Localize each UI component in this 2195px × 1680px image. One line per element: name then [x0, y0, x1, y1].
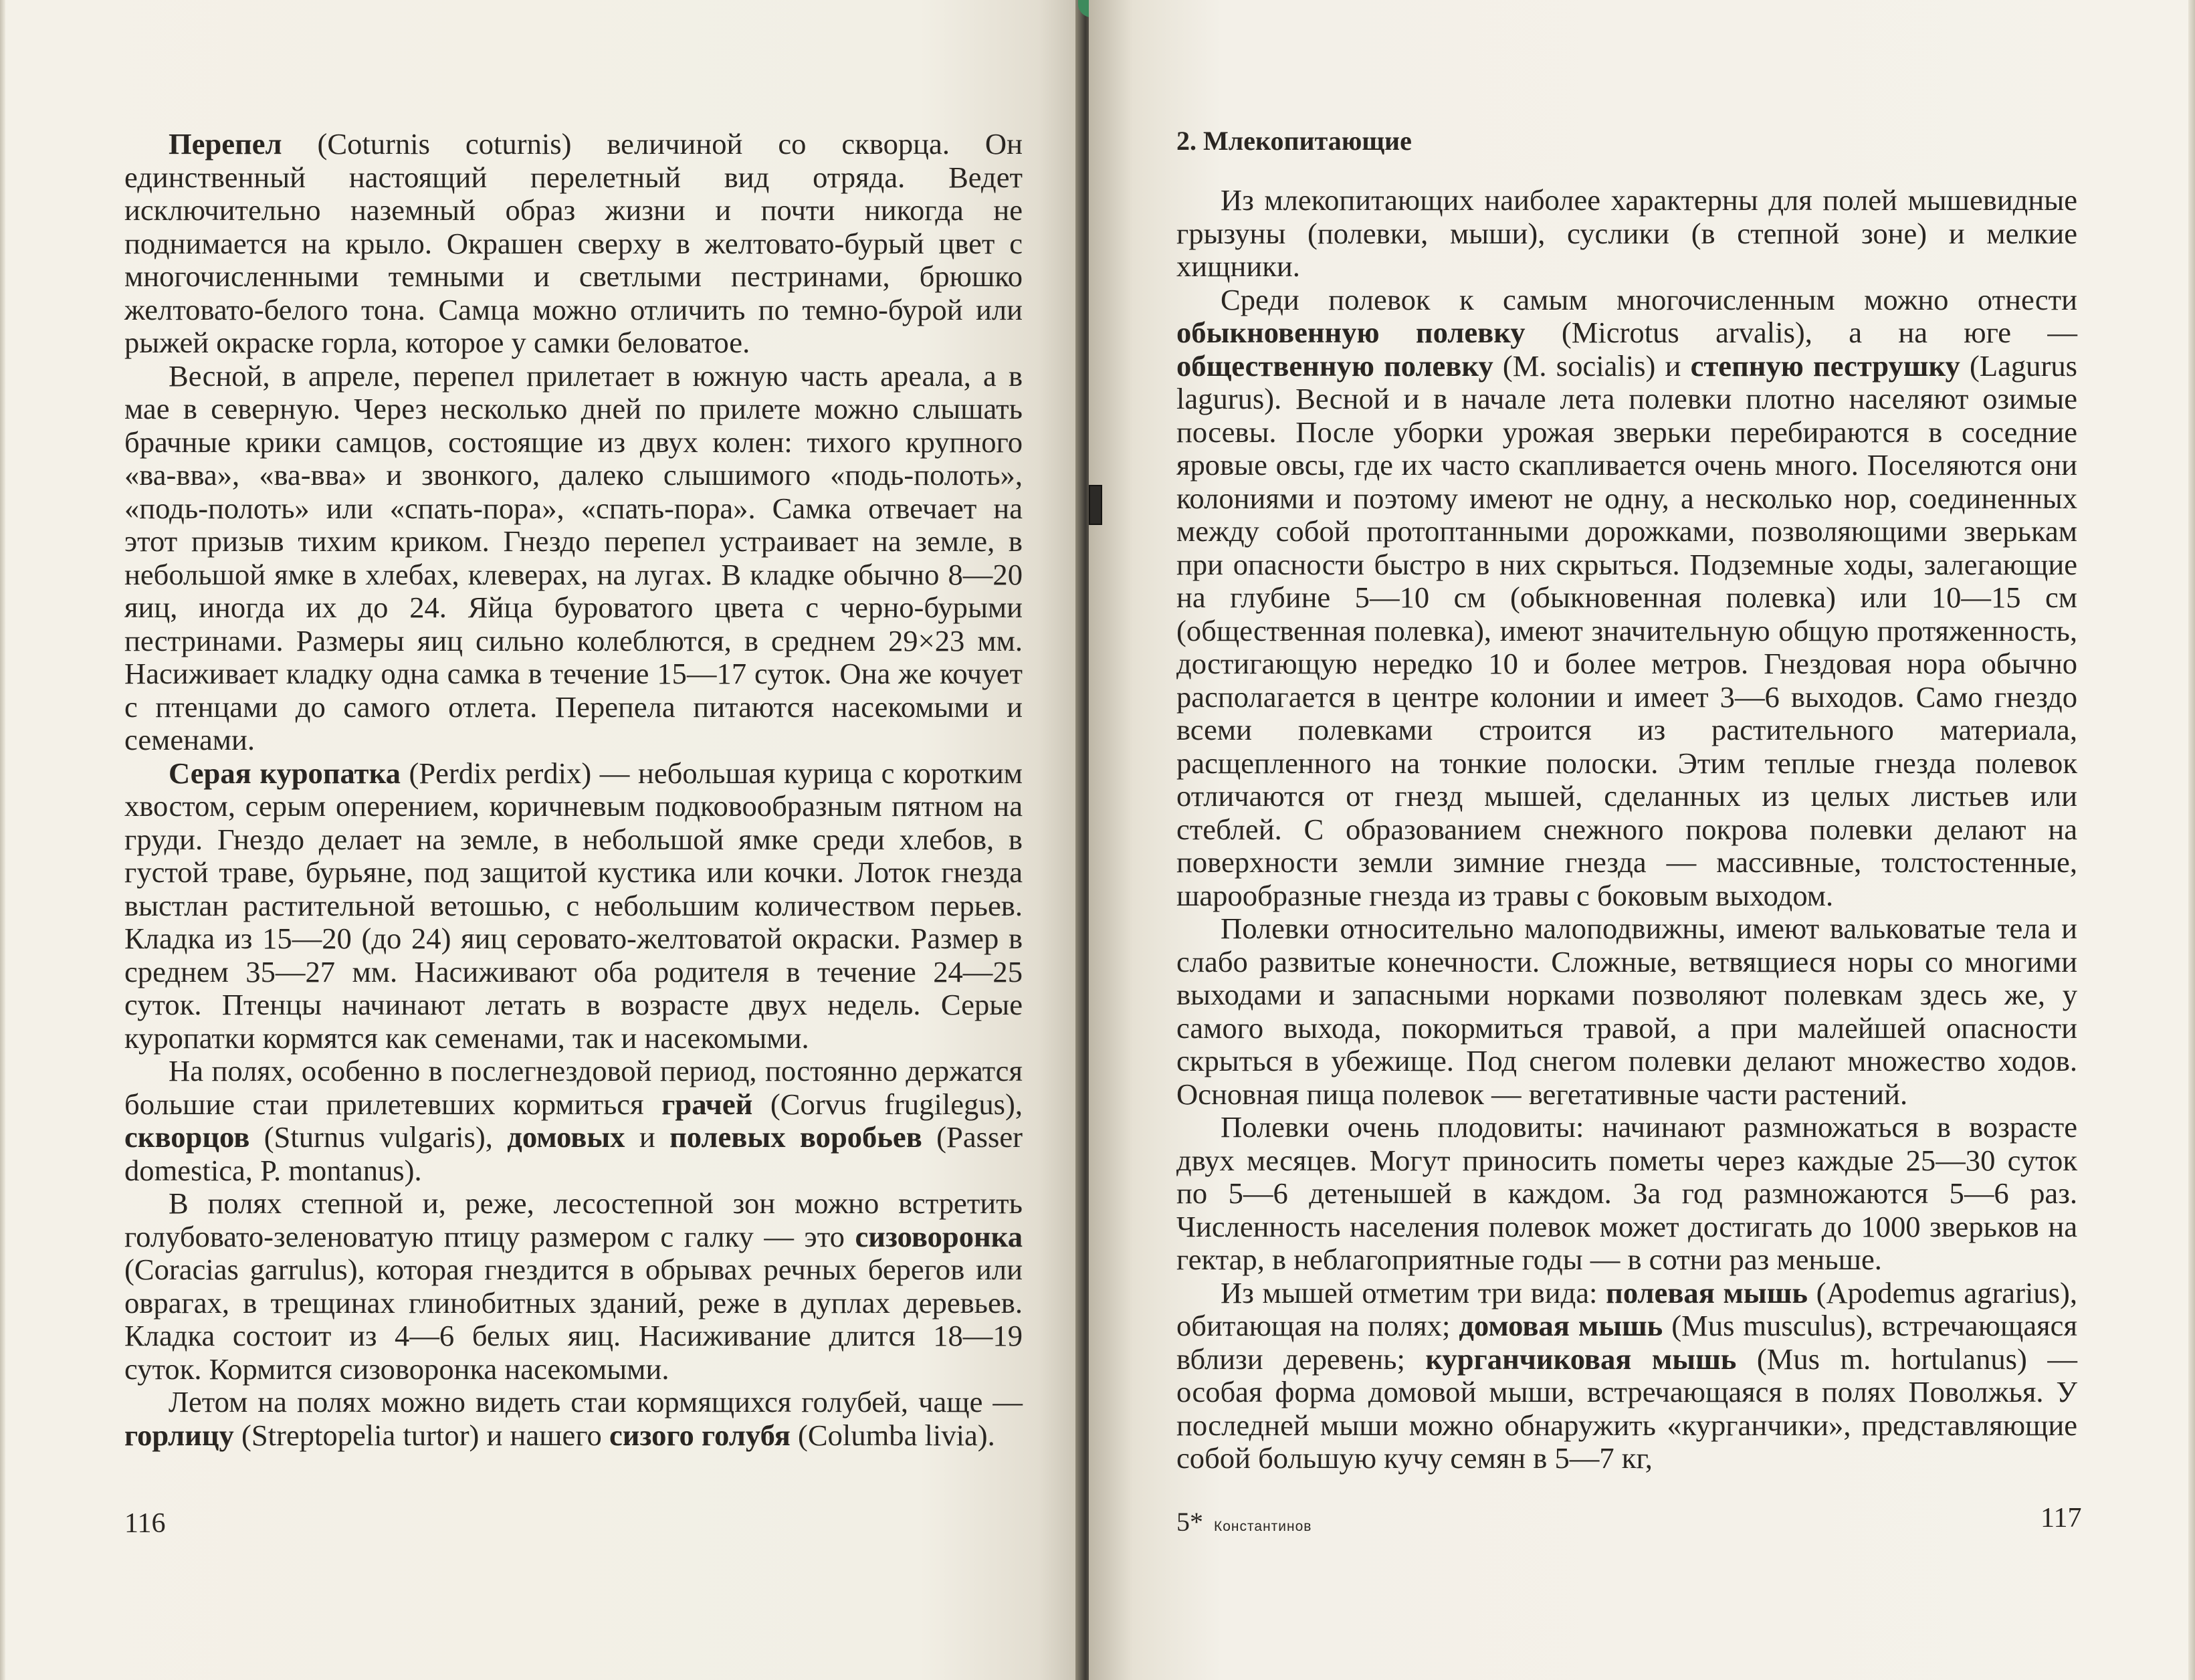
paragraph-mice: [1176, 1277, 2077, 1475]
text-run: (Perdix perdix) — небольшая курица с коротким хвостом, серым оперением, коричневым подковообразным пятном на груди. Гнездо делает на земле, в небольшой ямке среди хлебов, в густой траве, бурьяне, под защитой кустика или кочки. Лоток гнезда выстлан растительной ветошью, с небольшим количеством перьев. Кладка из 15—20 (до 24) яиц серовато-желтоватой окраски. Размер в среднем 35—27 мм. Насиживают оба родителя в течение 24—25 суток. Птенцы начинают летать в возрасте двух недель. Серые куропатки кормятся как семенами, так и насекомыми.: [124, 756, 1023, 1055]
page-number-left: 116: [124, 1508, 166, 1539]
term-roller: сизоворонка: [855, 1219, 1023, 1253]
paragraph-field-flocks: [124, 1055, 1023, 1187]
text-run: Полевки относительно малоподвижны, имеют вальковатые тела и слабо развитые конечности. Сложные, ветвящиеся норы со многими выходами и запасными норками позволяют полевкам здесь же, у самого выхода, покормиться травой, а при малейшей опасности скрыться в убежище. Под снегом полевки делают множество ходов. Основная пища полевок — вегетативные части растений.: [1176, 912, 2077, 1111]
term-social-vole: общественную полевку: [1176, 348, 1493, 383]
paragraph-vole-mobility: [1176, 912, 2077, 1111]
paragraph-grey-partridge: [124, 757, 1023, 1055]
text-run: (Microtus arvalis), а на юге —: [1525, 316, 2077, 349]
text-run: (Lagurus lagurus). Весной и в начале лета полевки плотно населяют озимые посевы. После уборки урожая зверьки перебираются в соседние яровые овсы, где их часто скапливается очень много. Поселяются они колониями и поэтому имеют не одну, а несколько нор, соединенных между собой протоптанными дорожками, позволяющими зверькам при опасности быстро в них скрыться. Подземные ходы, залегающие на глубине 5—10 см (обыкновенная полевка) или 10—15 см (общественная полевка), имеют значительную общую протяженность, достигающую нередко 10 и более метров. Гнездовая нора обычно располагается в центре колонии и имеет 3—6 выходов. Само гнездо всеми полевками строится из растительного материала, расщепленного на тонкие полоски. Этим теплые гнезда полевок отличаются от гнезд мышей, сделанных из целых листьев или стеблей. С образованием снежного покрова полевки делают на поверхности земли зимние гнезда — массивные, толстостенные, шарообразные гнезда из травы с боковым выходом.: [1176, 348, 2077, 912]
text-run: На полях, особенно в послегнездовой период, постоянно держатся большие стаи прилетевших кормиться: [124, 1054, 1023, 1121]
term-quail: Перепел: [169, 127, 282, 161]
text-run: (Apodemus agrarius), обитающая на полях;: [1176, 1275, 2077, 1342]
term-house-sparrows: домовых: [507, 1120, 625, 1154]
signature-mark: 5*: [1176, 1507, 1203, 1537]
text-run: (Passer domestica, P. montanus).: [124, 1120, 1023, 1187]
text-run: (Corvus frugilegus),: [752, 1087, 1023, 1121]
term-house-mouse: домовая мышь: [1459, 1309, 1663, 1342]
left-text-column: [124, 128, 1023, 1452]
text-run: (Streptopelia turtor) и нашего: [233, 1418, 609, 1452]
term-turtle-dove: горлицу: [124, 1418, 234, 1452]
paragraph-quail-spring: [124, 360, 1023, 757]
paragraph-mammals-intro: [1176, 184, 2077, 284]
text-run: (Mus musculus), встречающаяся вблизи деревень;: [1176, 1309, 2077, 1376]
right-text-column: [1176, 124, 2077, 1475]
printer-signature: [1176, 1506, 1312, 1538]
paragraph-quail: [124, 128, 1023, 360]
text-run: Летом на полях можно видеть стаи кормящихся голубей, чаще —: [169, 1385, 1023, 1419]
text-run: Весной, в апреле, перепел прилетает в южную часть ареала, а в мае в северную. Через несколько дней по прилете можно слышать брачные крики самцов, состоящие из двух колен: тихого крупного «ва-вва», «ва-вва» и звонкого, далеко слышимого «подь-полоть», «подь-полоть» или «спать-пора», «спать-пора». Самка отвечает на этот призыв тихим криком. Гнездо перепел устраивает на земле, в небольшой ямке в хлебах, клеверах, на лугах. В кладке обычно 8—20 яиц, иногда их до 24. Яйца буроватого цвета с черно-бурыми пестринами. Размеры яиц сильно колеблются, в среднем 29×23 мм. Насиживает кладку одна самка в течение 15—17 суток. Она же кочует с птенцами до самого отлета. Перепела питаются насекомыми и семенами.: [124, 358, 1023, 756]
text-run: В полях степной и, реже, лесостепной зон можно встретить голубовато-зеленоватую птицу размером с галку — это: [124, 1186, 1023, 1253]
text-run: Полевки очень плодовиты: начинают размножаться в возрасте двух месяцев. Могут приносить пометы через каждые 25—30 суток по 5—6 детенышей в каждом. За год размножаются 5—6 раз. Численность населения полевок может достигать до 1000 зверьков на гектар, в неблагоприятные годы — в сотни раз меньше.: [1176, 1110, 2077, 1276]
section-heading: 2. Млекопитающие: [1176, 126, 1412, 156]
term-field-sparrows: полевых воробьев: [669, 1120, 922, 1154]
text-run: и: [625, 1120, 670, 1154]
text-run: (Coturnis coturnis) величиной со скворца. Он единственный настоящий перелетный вид отряда. Ведет исключительно наземный образ жизни и почти никогда не поднимается на крыло. Окрашен сверху в желтовато-бурый цвет с многочисленными темными и светлыми пестринами, брюшко желтовато-белого тона. Самца можно отличить по темно-бурой или рыжей окраске горла, которое у самки беловатое.: [124, 127, 1023, 359]
term-starlings: скворцов: [124, 1120, 250, 1154]
term-field-mouse: полевая мышь: [1606, 1275, 1808, 1309]
term-rock-dove: сизого голубя: [609, 1418, 791, 1452]
text-run: (Coracias garrulus), которая гнездится в обрывах речных берегов или оврагах, в трещинах глинобитных зданий, реже в дуплах деревьев. Кладка состоит из 4—6 белых яиц. Насиживание длится 18—19 суток. Кормится сизоворонка насекомыми.: [124, 1253, 1023, 1386]
gutter-mark: [1089, 485, 1102, 525]
paragraph-voles: [1176, 284, 2077, 913]
page-edge-right: [2188, 0, 2195, 1680]
text-run: (Columba livia).: [790, 1418, 995, 1452]
term-common-vole: обыкновенную полевку: [1176, 316, 1526, 349]
signature-author: Константинов: [1214, 1519, 1312, 1534]
paragraph-roller: [124, 1187, 1023, 1386]
text-run: Из млекопитающих наиболее характерны для полей мышевидные грызуны (полевки, мыши), суслики (в степной зоне) и мелкие хищники.: [1176, 183, 2077, 283]
page-edge-left: [0, 0, 5, 1680]
left-page: [0, 0, 1082, 1680]
term-mound-mouse: курганчиковая мышь: [1425, 1342, 1737, 1376]
page-number-right: 117: [2041, 1503, 2082, 1534]
text-run: (Mus m. hortulanus) — особая форма домовой мыши, встречающаяся в полях Поволжья. У последней мыши можно обнаружить «курганчики», представляющие собой большую кучу семян в 5—7 кг,: [1176, 1342, 2077, 1475]
right-page: [1089, 0, 2195, 1680]
term-grey-partridge: Серая куропатка: [169, 756, 401, 790]
paragraph-doves: [124, 1386, 1023, 1452]
text-run: (Sturnus vulgaris),: [249, 1120, 508, 1154]
text-run: Среди полевок к самым многочисленным можно отнести: [1221, 282, 2077, 316]
term-steppe-lemming: степную пеструшку: [1690, 348, 1960, 383]
paragraph-vole-fertility: [1176, 1111, 2077, 1277]
term-rooks: грачей: [661, 1087, 753, 1121]
text-run: Из мышей отметим три вида:: [1221, 1275, 1606, 1309]
text-run: (M. socialis) и: [1493, 348, 1691, 383]
